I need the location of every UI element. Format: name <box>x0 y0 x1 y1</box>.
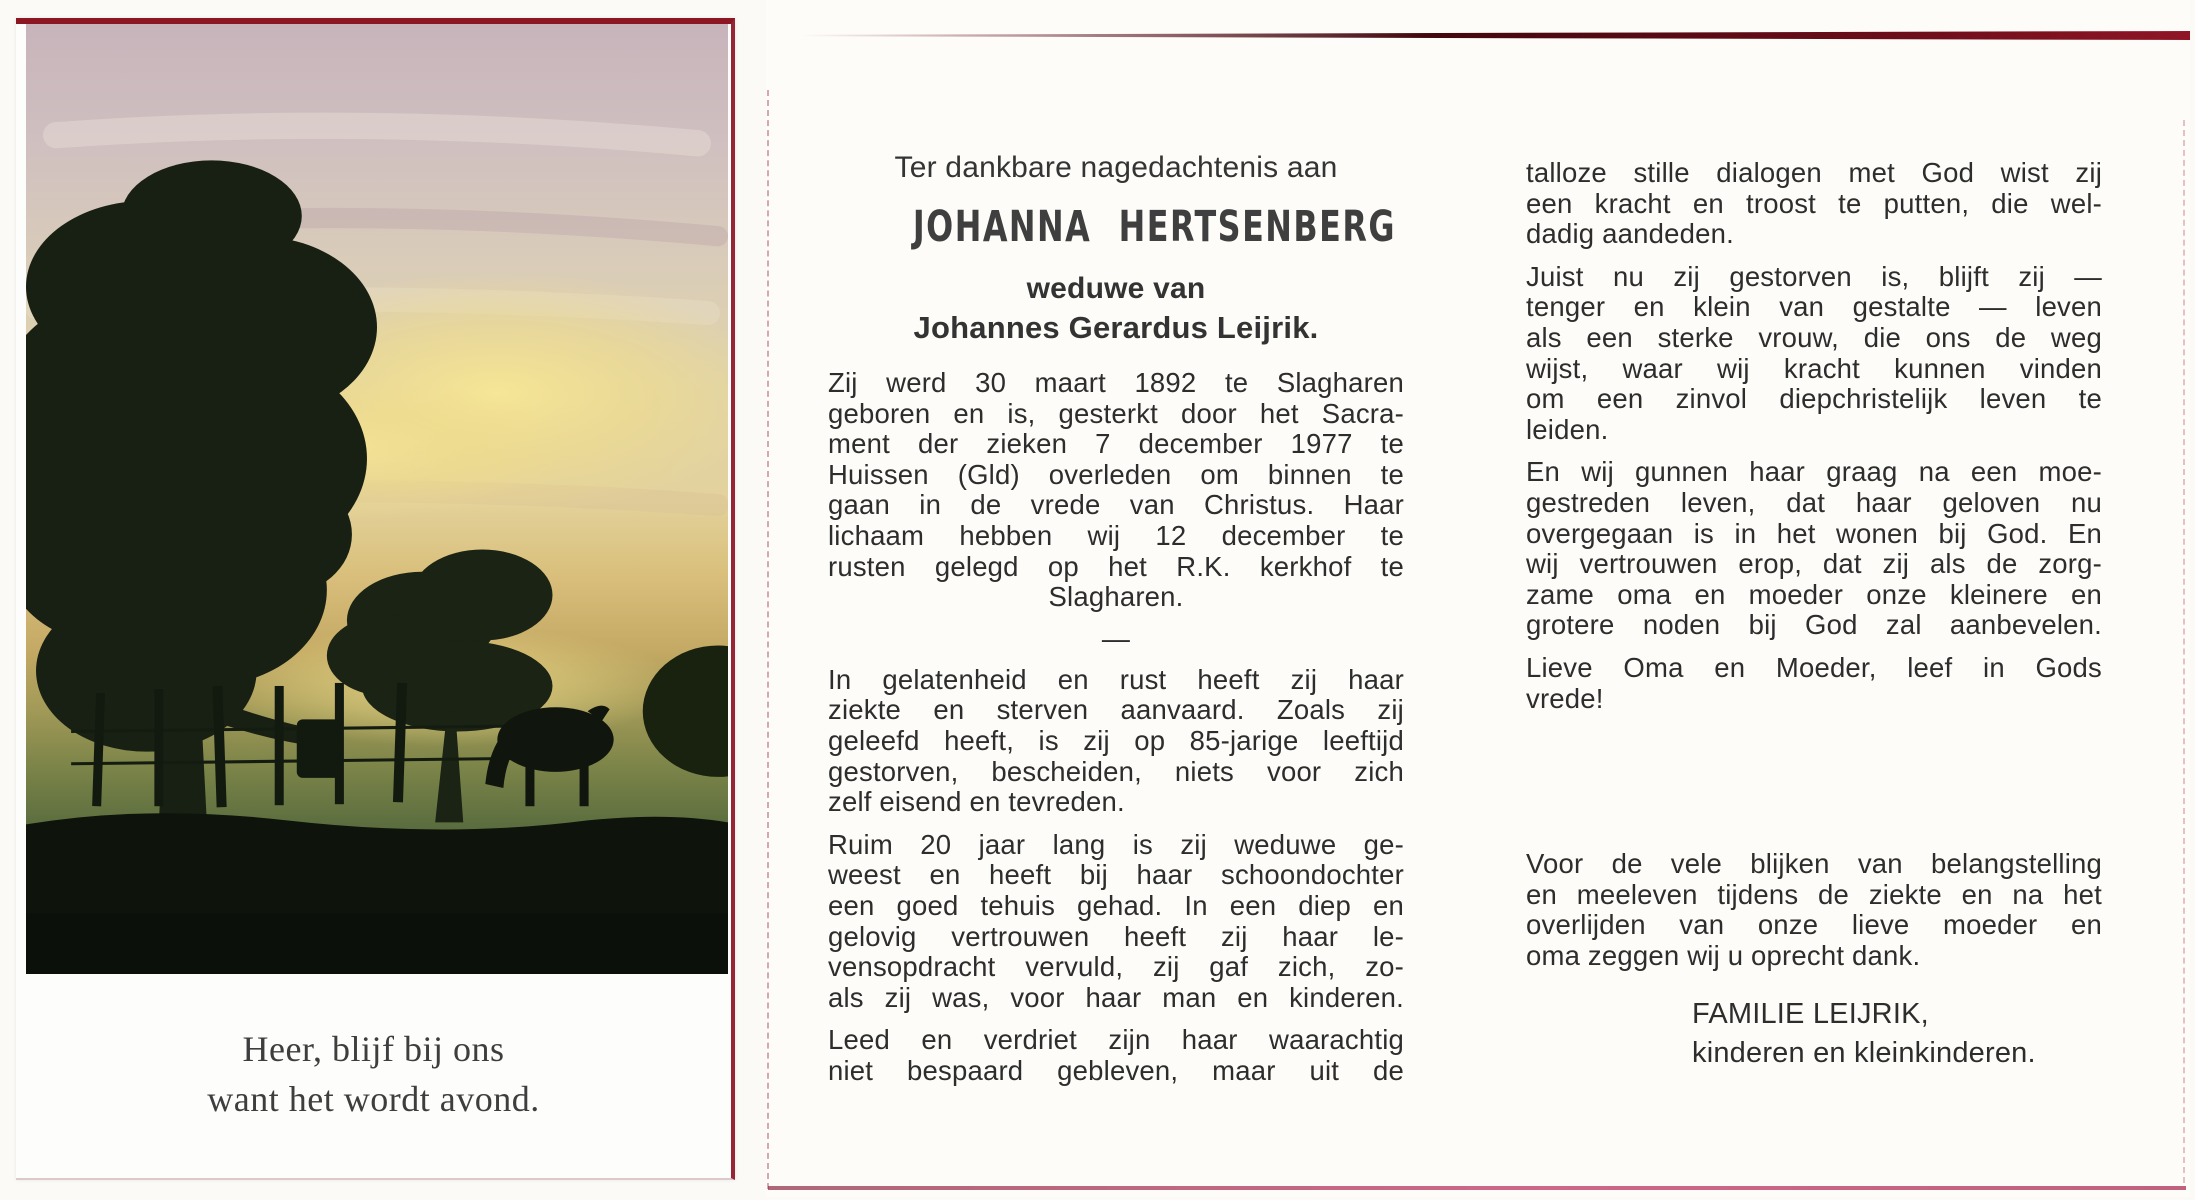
memorial-text-left-column <box>828 0 1404 1098</box>
text-line: weest en heeft bij haar schoondochter <box>828 859 1404 891</box>
text-line: zame oma en moeder onze kleinere en <box>1526 578 2102 610</box>
text-line: rusten gelegd op het R.K. kerkhof te <box>828 550 1404 582</box>
text-line: vensopdracht vervuld, zij gaf zich, zo- <box>828 951 1404 983</box>
text-line: overlijden van onze lieve moeder en <box>1526 909 2102 941</box>
paragraph <box>828 368 1404 613</box>
text-line: gaan in de vrede van Christus. Haar <box>828 489 1404 521</box>
signature-line: FAMILIE LEIJRIK, <box>1692 998 1929 1031</box>
paragraph <box>1526 653 2102 714</box>
paragraph <box>1526 849 2102 971</box>
text-line: en meeleven tijdens de ziekte en na het <box>1526 878 2102 910</box>
text-line: oma zeggen wij u oprecht dank. <box>1526 939 1921 971</box>
family-signature <box>1526 995 2102 1073</box>
paragraph <box>828 830 1404 1014</box>
text-line: gestreden leven, dat haar geloven nu <box>1526 486 2102 518</box>
text-line: geboren en is, gesterkt door het Sacra- <box>828 397 1404 429</box>
text-line: talloze stille dialogen met God wist zij <box>1526 157 2102 188</box>
text-line: Zij werd 30 maart 1892 te Slagharen <box>828 367 1404 398</box>
paragraph <box>828 665 1404 818</box>
text-line: tenger en klein van gestalte — leven <box>1526 291 2102 323</box>
memorial-header <box>828 150 1404 346</box>
widow-of-line: weduwe van <box>1026 272 1206 305</box>
page-right-edge-line <box>2183 120 2185 1183</box>
text-line: Slagharen. <box>1048 581 1184 613</box>
text-line: wijst, waar wij kracht kunnen vinden <box>1526 352 2102 384</box>
section-divider: — <box>1101 622 1131 654</box>
text-line: Lieve Oma en Moeder, leef in Gods <box>1526 651 2102 683</box>
signature-line: kinderen en kleinkinderen. <box>1692 1037 2036 1070</box>
husband-name: Johannes Gerardus Leijrik. <box>913 310 1319 345</box>
caption-line: Heer, blijf bij ons <box>242 1029 505 1069</box>
memorial-text-right-column <box>1526 0 2102 1073</box>
text-line: een goed tehuis gehad. In een diep en <box>828 889 1404 921</box>
text-line: zelf eisend en tevreden. <box>828 786 1125 818</box>
text-line: En wij gunnen haar graag na een moe- <box>1526 456 2102 488</box>
text-line: lichaam hebben wij 12 december te <box>828 519 1404 551</box>
text-line: leiden. <box>1526 413 1609 445</box>
text-line: Huissen (Gld) overleden om binnen te <box>828 458 1404 490</box>
text-line: Voor de vele blijken van belangstelling <box>1526 848 2102 880</box>
text-line: ziekte en sterven aanvaard. Zoals zij <box>828 694 1404 726</box>
text-line: dadig aandeden. <box>1526 218 1734 250</box>
text-line: als een sterke vrouw, die ons de weg <box>1526 321 2102 353</box>
text-line: Juist nu zij gestorven is, blijft zij — <box>1526 260 2102 292</box>
text-line: vrede! <box>1526 682 1604 714</box>
text-line: Leed en verdriet zijn haar waarachtig <box>828 1024 1404 1056</box>
birth-death-paragraph <box>828 368 1404 613</box>
page-bottom-trim-line <box>768 1186 2186 1190</box>
paragraph <box>1526 457 2102 641</box>
text-line: om een zinvol diepchristelijk leven te <box>1526 383 2102 415</box>
paragraph <box>1526 158 2102 250</box>
paragraph <box>1526 262 2102 446</box>
intro-line: Ter dankbare nagedachtenis aan <box>894 151 1338 184</box>
text-line: als zij was, voor haar man en kinderen. <box>828 981 1404 1013</box>
text-line: een kracht en troost te putten, die wel- <box>1526 187 2102 219</box>
text-line: grotere noden bij God zal aanbevelen. <box>1526 609 2102 641</box>
photo-caption <box>16 1024 731 1124</box>
text-line: In gelatenheid en rust heeft zij haar <box>828 663 1404 695</box>
text-line: gelovig vertrouwen heeft zij haar le- <box>828 920 1404 952</box>
life-paragraphs <box>828 665 1404 1087</box>
page-left-edge-line <box>767 90 769 1189</box>
continuation-paragraphs <box>1526 158 2102 714</box>
text-line: geleefd heeft, is zij op 85-jarige leeftijd <box>828 724 1404 756</box>
sunset-photo-art <box>26 24 728 974</box>
left-card <box>16 18 735 1180</box>
sunset-photo <box>26 24 728 974</box>
text-line: overgegaan is in het wonen bij God. En <box>1526 517 2102 549</box>
paragraph <box>828 1025 1404 1086</box>
text-line: gestorven, bescheiden, niets voor zich <box>828 755 1404 787</box>
right-page <box>766 0 2190 1197</box>
text-line: wij vertrouwen erop, dat zij als de zorg- <box>1526 548 2102 580</box>
caption-line: want het wordt avond. <box>207 1079 540 1119</box>
deceased-name: JOHANNA HERTSENBERG <box>912 202 1396 252</box>
text-line: niet bespaard gebleven, maar uit de <box>828 1054 1404 1086</box>
text-line: Ruim 20 jaar lang is zij weduwe ge- <box>828 828 1404 860</box>
text-line: ment der zieken 7 december 1977 te <box>828 428 1404 460</box>
acknowledgement-paragraph <box>1526 849 2102 971</box>
